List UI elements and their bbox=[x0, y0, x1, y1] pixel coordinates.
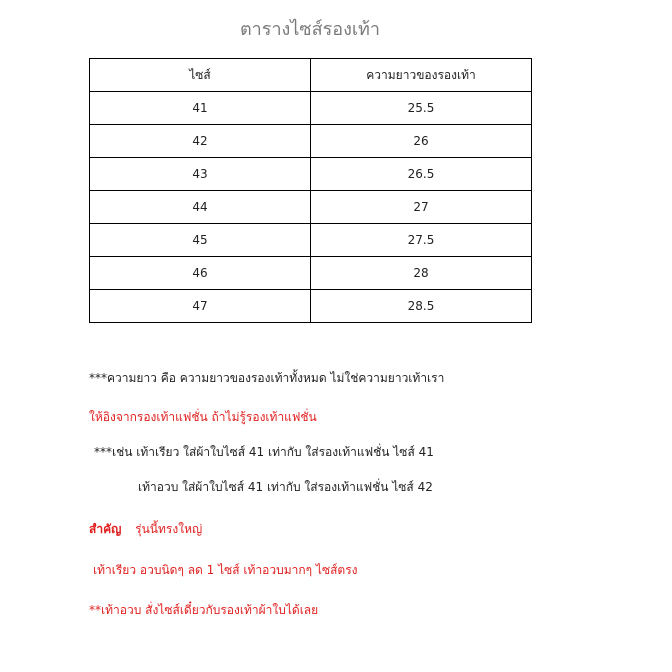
table-header-row bbox=[90, 59, 532, 92]
page-title: ตารางไซส์รองเท้า bbox=[239, 19, 380, 40]
table-row bbox=[90, 257, 532, 290]
table-row bbox=[90, 290, 532, 323]
note-important bbox=[89, 521, 202, 537]
header-size: ไซส์ bbox=[90, 59, 311, 92]
table-row bbox=[90, 92, 532, 125]
cell-size: 42 bbox=[90, 125, 311, 158]
note-length-definition: ***ความยาว คือ ความยาวของรองเท้าทั้งหมด ไม่ใช่ความยาวเท้าเรา bbox=[89, 371, 445, 385]
note-example-chubby-foot: เท้าอวบ ใส่ผ้าใบไซส์ 41 เท่ากับ ใส่รองเท้าแฟชั่น ไซส์ 42 bbox=[138, 480, 433, 494]
cell-size: 45 bbox=[90, 224, 311, 257]
cell-length: 26 bbox=[311, 125, 532, 158]
note-chubby-advice: **เท้าอวบ สั่งไซส์เดี๋ยวกับรองเท้าผ้าใบได้เลย bbox=[89, 603, 319, 617]
cell-size: 44 bbox=[90, 191, 311, 224]
cell-size: 47 bbox=[90, 290, 311, 323]
cell-length: 27 bbox=[311, 191, 532, 224]
important-text: รุ่นนี้ทรงใหญ่ bbox=[135, 522, 203, 536]
cell-length: 26.5 bbox=[311, 158, 532, 191]
table-row bbox=[90, 125, 532, 158]
cell-size: 41 bbox=[90, 92, 311, 125]
table-row bbox=[90, 224, 532, 257]
cell-length: 28 bbox=[311, 257, 532, 290]
size-chart-table bbox=[89, 58, 532, 323]
header-shoe-length: ความยาวของรองเท้า bbox=[311, 59, 532, 92]
note-refer-fashion-shoes: ให้อิงจากรองเท้าแฟชั่น ถ้าไม่รู้รองเท้าแฟชั่น bbox=[89, 410, 317, 424]
table-row bbox=[90, 158, 532, 191]
important-label: สำคัญ bbox=[89, 522, 122, 536]
cell-size: 43 bbox=[90, 158, 311, 191]
cell-length: 27.5 bbox=[311, 224, 532, 257]
table-row bbox=[90, 191, 532, 224]
note-fit-advice: เท้าเรียว อวบนิดๆ ลด 1 ไซส์ เท้าอวบมากๆ ไซส์ตรง bbox=[93, 563, 358, 577]
cell-length: 25.5 bbox=[311, 92, 532, 125]
cell-size: 46 bbox=[90, 257, 311, 290]
note-example-slim-foot: ***เช่น เท้าเรียว ใส่ผ้าใบไซส์ 41 เท่ากับ ใส่รองเท้าแฟชั่น ไซส์ 41 bbox=[94, 445, 434, 459]
cell-length: 28.5 bbox=[311, 290, 532, 323]
